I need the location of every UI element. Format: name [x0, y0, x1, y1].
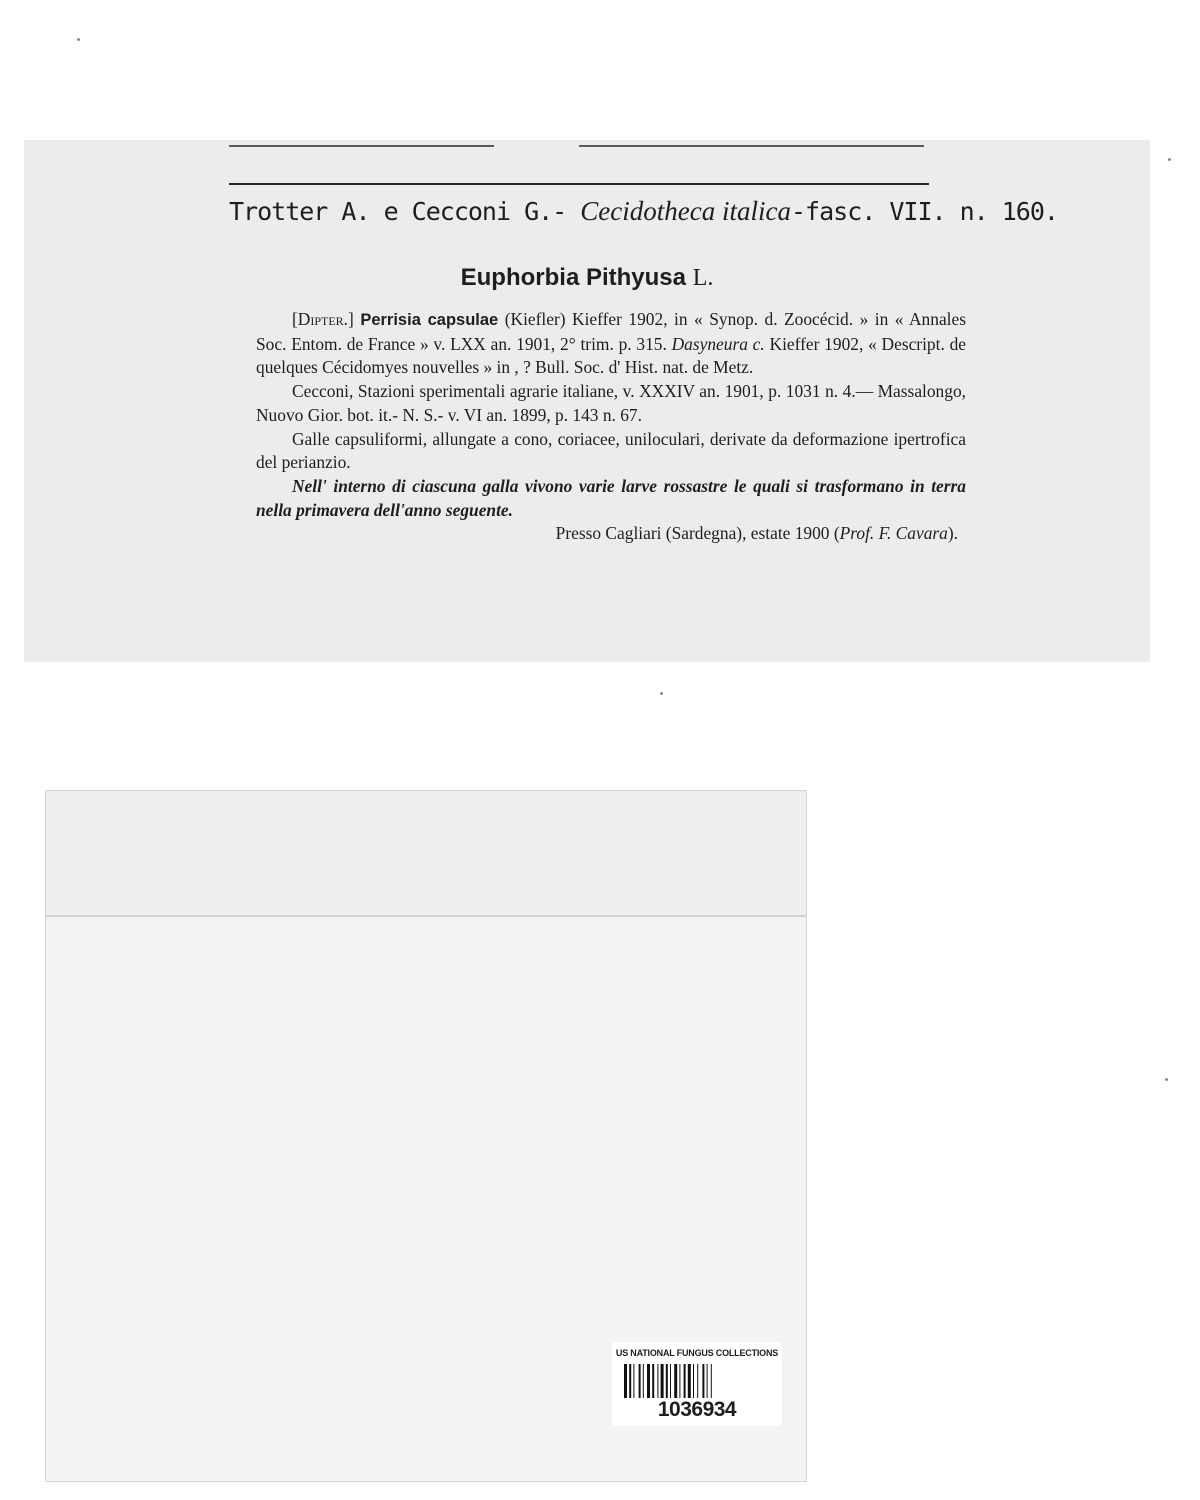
label-top-dash — [229, 145, 494, 147]
citation-paragraph — [256, 308, 966, 380]
notes-paragraph: Nell' interno di ciascuna galla vivono varie larve rossastre le quali si trasformano in terra nella primavera dell'anno seguente. — [256, 475, 966, 520]
barcode-bar — [647, 1364, 650, 1398]
barcode-bar — [711, 1364, 712, 1398]
barcode-bar — [666, 1364, 668, 1398]
specimen-label — [24, 140, 1150, 662]
barcode-bar — [674, 1364, 677, 1398]
barcode-bar — [639, 1364, 641, 1398]
barcode-bar — [688, 1364, 691, 1398]
barcode-bar — [633, 1364, 634, 1398]
locality-line — [256, 522, 966, 546]
barcode-bar — [670, 1364, 671, 1398]
barcode-bar — [661, 1364, 664, 1398]
description-paragraph: Galle capsuliformi, allungate a cono, coriacee, uniloculari, derivate da deformazione ipertrofica del perianzio. — [256, 428, 966, 473]
barcode-bar — [643, 1364, 644, 1398]
barcode-bar — [707, 1364, 708, 1398]
header-series: Cecidotheca italica — [580, 196, 791, 226]
order-label: [Dipter.] — [292, 309, 354, 329]
label-body — [256, 308, 966, 546]
citation-text: (Kiefler) Kieffer 1902, in « Synop. d. Zoocécid. » in « Annales Soc. Entom. de France » v. LXX an. 1901, 2° trim. p. 315. — [256, 309, 966, 354]
barcode-bar — [693, 1364, 694, 1398]
synonym: Dasyneura c. — [671, 333, 765, 354]
locality-text: Presso Cagliari (Sardegna), estate 1900 ( — [555, 523, 840, 544]
label-header — [229, 196, 1058, 227]
speck — [1165, 1078, 1168, 1081]
gall-maker-taxon: Perrisia capsulae — [360, 311, 499, 329]
barcode-bar — [697, 1364, 698, 1398]
envelope-flap — [46, 791, 806, 917]
species-title — [24, 264, 1150, 292]
barcode-graphic — [622, 1364, 772, 1398]
speck — [77, 38, 80, 41]
species-author: L. — [692, 265, 714, 291]
locality-close: ). — [947, 523, 958, 544]
barcode-bar — [624, 1364, 627, 1398]
references-paragraph: Cecconi, Stazioni sperimentali agrarie italiane, v. XXXIV an. 1901, p. 1031 n. 4.— Massalongo, Nuovo Gior. bot. it.- N. S.- v. VI an. 1899, p. 143 n. 67. — [256, 381, 966, 425]
barcode-bar — [702, 1364, 704, 1398]
barcode-sticker — [612, 1342, 782, 1426]
species-name: Euphorbia Pithyusa — [460, 264, 687, 291]
barcode-bar — [629, 1364, 631, 1398]
barcode-number: 1036934 — [657, 1398, 737, 1421]
header-fascicle: -fasc. VII. n. 160. — [790, 197, 1058, 226]
barcode-bar — [684, 1364, 686, 1398]
header-rule — [229, 183, 929, 185]
barcode-bar — [657, 1364, 658, 1398]
barcode-bar — [679, 1364, 680, 1398]
header-authors: Trotter A. e Cecconi G.- — [229, 197, 581, 226]
citation-text-2: Kieffer 1902, « Descript. de quelques Cécidomyes nouvelles » in , ? Bull. Soc. d' Hist. nat. de Metz. — [256, 333, 966, 378]
barcode-bar — [652, 1364, 654, 1398]
collector: Prof. F. Cavara — [839, 523, 948, 544]
speck — [1168, 158, 1171, 161]
label-top-dash — [579, 145, 924, 147]
speck — [660, 692, 663, 695]
institution-name: US NATIONAL FUNGUS COLLECTIONS — [615, 1348, 779, 1358]
